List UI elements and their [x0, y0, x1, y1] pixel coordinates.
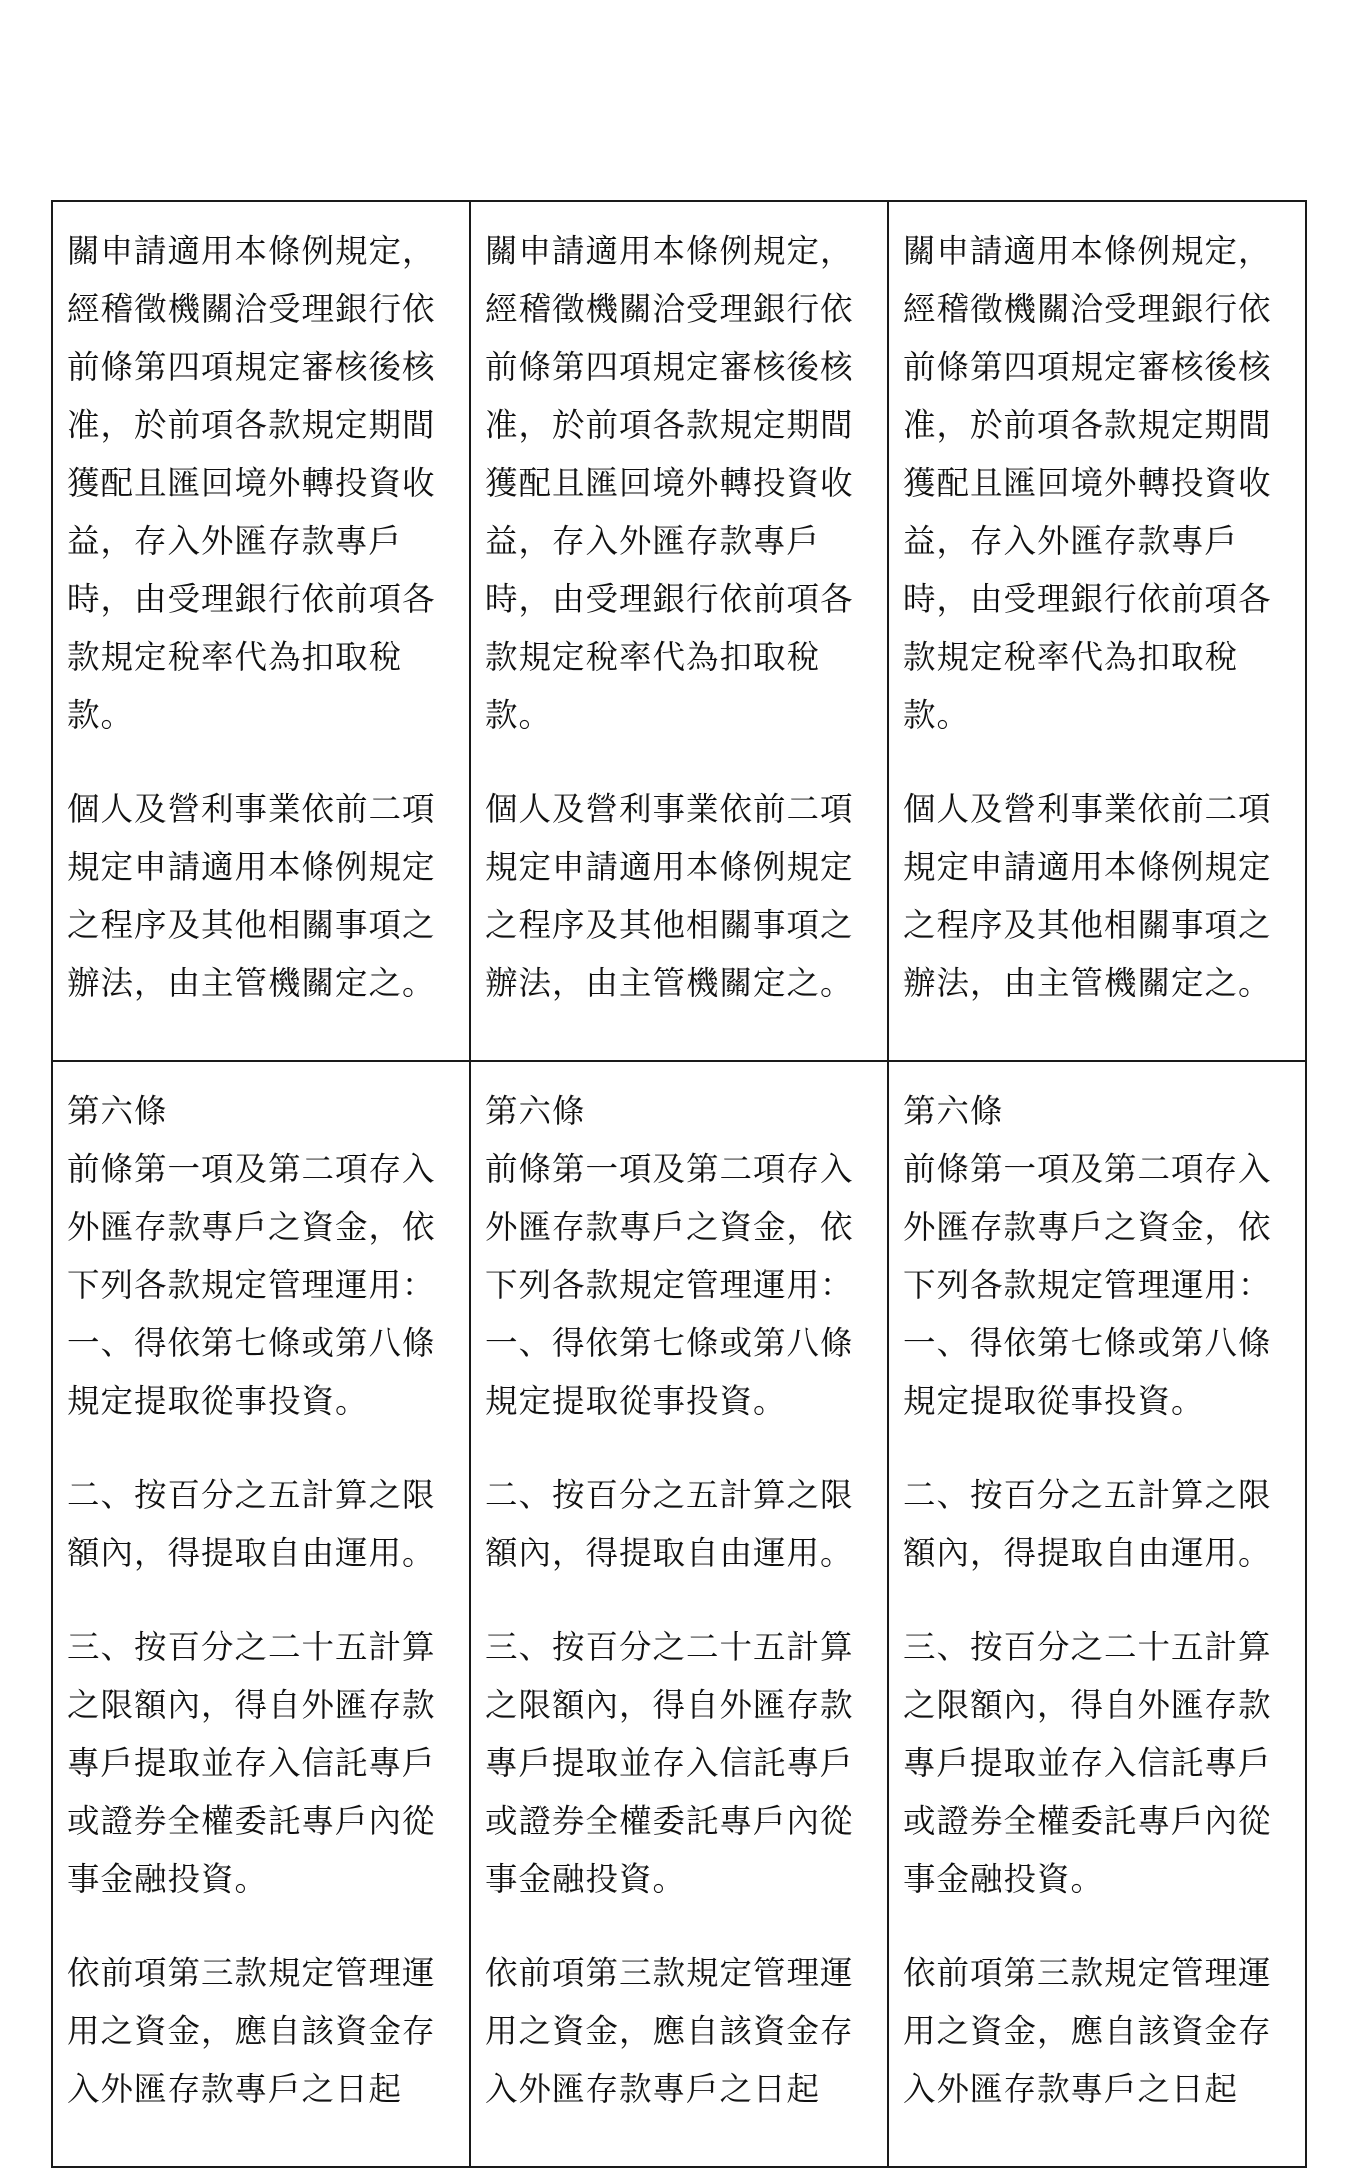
article-title: 第六條: [67, 1092, 168, 1130]
paragraph: 依前項第三款規定管理運用之資金，應自該資金存入外匯存款專戶之日起: [67, 1954, 436, 2108]
table-cell: [470, 1061, 888, 2167]
paragraph: 依前項第三款規定管理運用之資金，應自該資金存入外匯存款專戶之日起: [485, 1954, 854, 2108]
paragraph: 關申請適用本條例規定，經稽徵機關洽受理銀行依前條第四項規定審核後核准，於前項各款規定期間獲配且匯回境外轉投資收益，存入外匯存款專戶時，由受理銀行依前項各款規定稅率代為扣取稅款。: [903, 232, 1272, 734]
paragraph: 前條第一項及第二項存入外匯存款專戶之資金，依下列各款規定管理運用： 一、得依第七條或第八條規定提取從事投資。: [67, 1150, 436, 1420]
paragraph: 二、按百分之五計算之限額內，得提取自由運用。: [485, 1476, 854, 1572]
paragraph: 三、按百分之二十五計算之限額內，得自外匯存款專戶提取並存入信託專戶或證券全權委託專戶內從事金融投資。: [903, 1628, 1272, 1898]
paragraph: 依前項第三款規定管理運用之資金，應自該資金存入外匯存款專戶之日起: [903, 1954, 1272, 2108]
paragraph: 二、按百分之五計算之限額內，得提取自由運用。: [903, 1476, 1272, 1572]
table-cell: [52, 201, 470, 1061]
paragraph: 個人及營利事業依前二項規定申請適用本條例規定之程序及其他相關事項之辦法，由主管機關定之。: [485, 790, 854, 1002]
paragraph: 三、按百分之二十五計算之限額內，得自外匯存款專戶提取並存入信託專戶或證券全權委託專戶內從事金融投資。: [485, 1628, 854, 1898]
table-row: [52, 1061, 1306, 2167]
table-row: [52, 201, 1306, 1061]
paragraph: 個人及營利事業依前二項規定申請適用本條例規定之程序及其他相關事項之辦法，由主管機關定之。: [67, 790, 436, 1002]
table-cell: [888, 1061, 1306, 2167]
paragraph: 關申請適用本條例規定，經稽徵機關洽受理銀行依前條第四項規定審核後核准，於前項各款規定期間獲配且匯回境外轉投資收益，存入外匯存款專戶時，由受理銀行依前項各款規定稅率代為扣取稅款。: [67, 232, 436, 734]
article-title: 第六條: [485, 1092, 586, 1130]
paragraph: 前條第一項及第二項存入外匯存款專戶之資金，依下列各款規定管理運用： 一、得依第七條或第八條規定提取從事投資。: [485, 1150, 854, 1420]
table-cell: [470, 201, 888, 1061]
paragraph: 個人及營利事業依前二項規定申請適用本條例規定之程序及其他相關事項之辦法，由主管機關定之。: [903, 790, 1272, 1002]
paragraph: 關申請適用本條例規定，經稽徵機關洽受理銀行依前條第四項規定審核後核准，於前項各款規定期間獲配且匯回境外轉投資收益，存入外匯存款專戶時，由受理銀行依前項各款規定稅率代為扣取稅款。: [485, 232, 854, 734]
paragraph: 三、按百分之二十五計算之限額內，得自外匯存款專戶提取並存入信託專戶或證券全權委託專戶內從事金融投資。: [67, 1628, 436, 1898]
table-cell: [52, 1061, 470, 2167]
table-cell: [888, 201, 1306, 1061]
article-title: 第六條: [903, 1092, 1004, 1130]
comparison-table: [51, 200, 1307, 2168]
paragraph: 前條第一項及第二項存入外匯存款專戶之資金，依下列各款規定管理運用： 一、得依第七條或第八條規定提取從事投資。: [903, 1150, 1272, 1420]
paragraph: 二、按百分之五計算之限額內，得提取自由運用。: [67, 1476, 436, 1572]
